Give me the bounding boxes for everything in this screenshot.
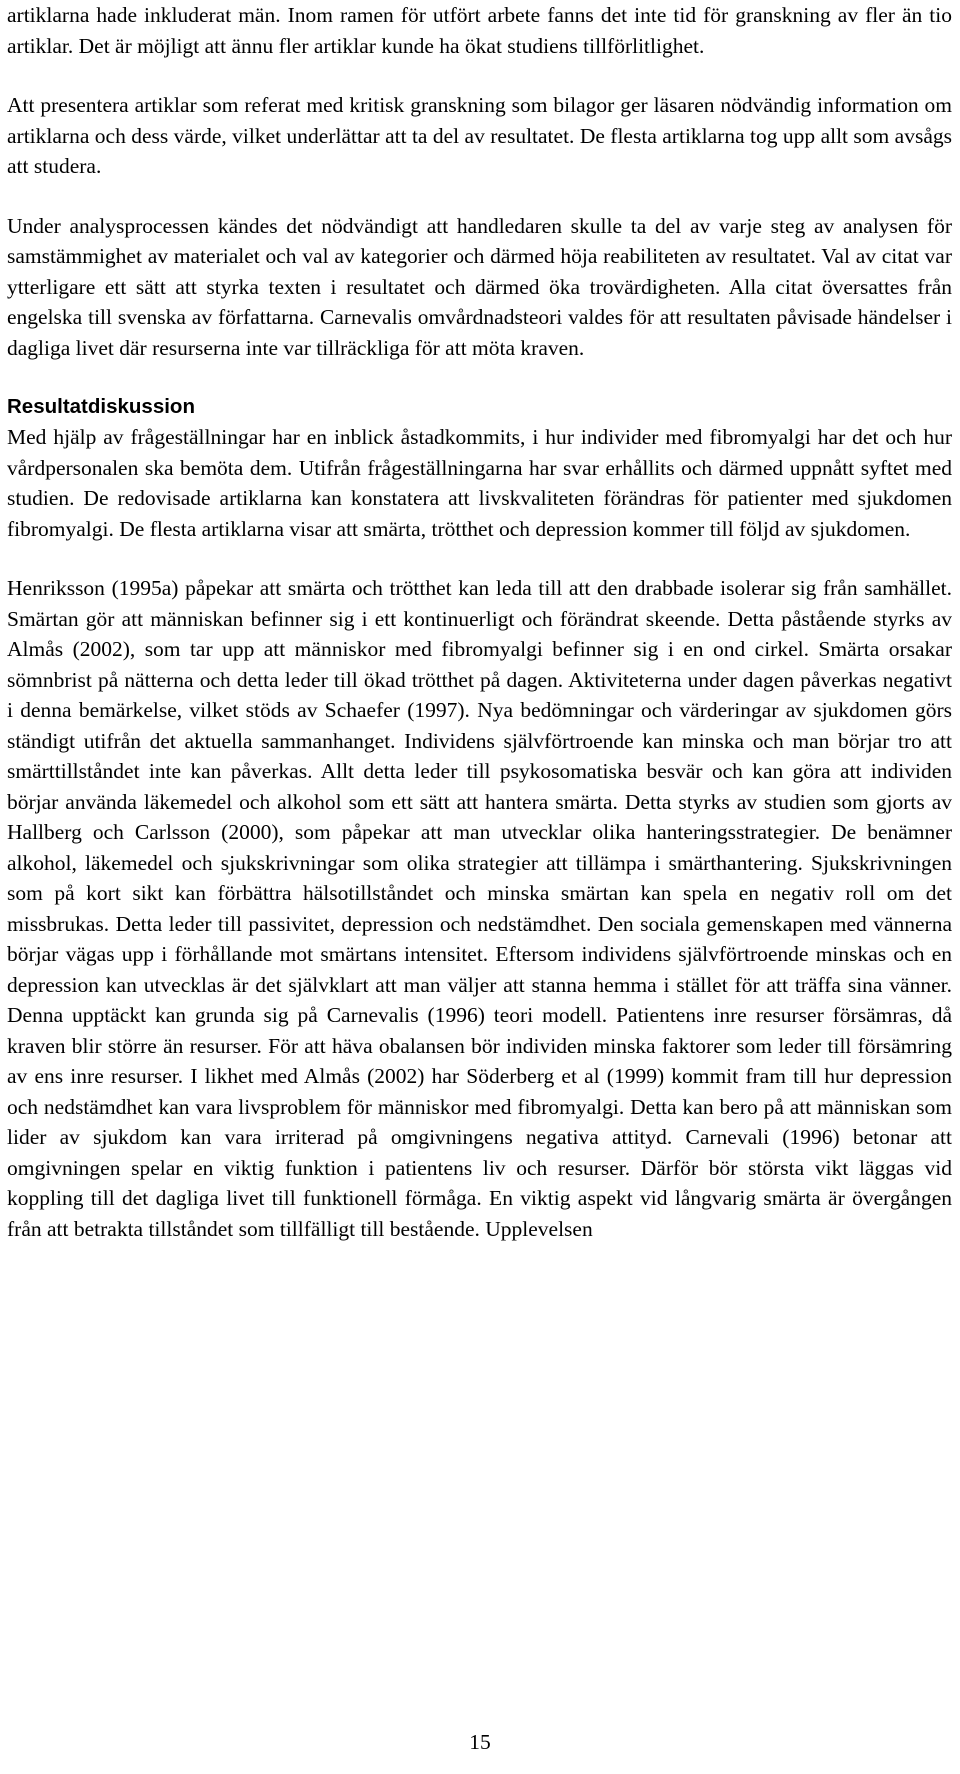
paragraph-analysis-process: Under analysprocessen kändes det nödvändigt att handledaren skulle ta del av varje steg av analysen för samstämmighet av materialet och val av kategorier och därmed höja reabiliteten av resultatet. Val av citat var ytterligare ett sätt att styrka texten i resultatet och därmed öka trovärdigheten. Alla citat översattes från engelska till svenska av författarna. Carnevalis omvårdnadsteori valdes för att resultaten påvisade händelser i dagliga livet där resurserna inte var tillräckliga för att möta kraven. (7, 213, 952, 360)
document-page (7, 0, 952, 1244)
paragraph-limitations: artiklarna hade inkluderat män. Inom ramen för utfört arbete fanns det inte tid för granskning av fler än tio artiklar. Det är möjligt att ännu fler artiklar kunde ha ökat studiens tillförlitlighet. (7, 3, 952, 58)
paragraph-results-discussion: Henriksson (1995a) påpekar att smärta och trötthet kan leda till att den drabbade isolerar sig från samhället. Smärtan gör att människan befinner sig i ett kontinuerligt och förändrat skeende. Detta påstående styrks av Almås (2002), som tar upp att människor med fibromyalgi befinner sig i en ond cirkel. Smärta orsakar sömnbrist på nätterna och detta leder till ökad trötthet på dagen. Aktiviteterna under dagen påverkas negativt i denna bemärkelse, vilket stöds av Schaefer (1997). Nya bedömningar och värderingar av sjukdomen görs ständigt utifrån det aktuella sammanhanget. Individens självförtroende kan minska och man börjar tro att smärttillståndet inte kan påverkas. Allt detta leder till psykosomatiska besvär och kan göra att individen börjar använda läkemedel och alkohol som ett sätt att hantera smärta. Detta styrks av studien som gjorts av Hallberg och Carlsson (2000), som påpekar att man utvecklar olika hanteringsstrategier. De benämner alkohol, läkemedel och sjukskrivningar som olika strategier att tillämpa i smärthantering. Sjukskrivningen som på kort sikt kan förbättra hälsotillståndet och minska smärtan kan spela en negativ roll om det missbrukas. Detta leder till passivitet, depression och nedstämdhet. Den sociala gemenskapen med vännerna börjar vägas upp i förhållande mot smärtans intensitet. Eftersom individens självförtroende minskas och en depression kan utvecklas är det självklart att man väljer att stanna hemma i stället för att träffa sina vänner. Denna upptäckt kan grunda sig på Carnevalis (1996) teori modell. Patientens inre resurser försämras, då kraven blir större än resurser. För att häva obalansen bör individen minska faktorer som leder till försämring av ens inre resurser. I likhet med Almås (2002) har Söderberg et al (1999) kommit fram till hur depression och nedstämdhet kan vara livsproblem för människor med fibromyalgi. Detta kan bero på att människan som lider av sjukdom kan vara irriterad på omgivningens negativa attityd. Carnevali (1996) betonar att omgivningen spelar en viktig funktion i patientens liv och resurser. Därför bör största vikt läggas vid koppling till det dagliga livet till funktionell förmåga. En viktig aspekt vid långvarig smärta är övergången från att betrakta tillståndet som tillfälligt till bestående. Upplevelsen (7, 576, 952, 1241)
paragraph-results-intro: Med hjälp av frågeställningar har en inblick åstadkommits, i hur individer med fibromyalgi har det och hur vårdpersonalen ska bemöta dem. Utifrån frågeställningarna har svar erhållits och därmed uppnått syftet med studien. De redovisade artiklarna kan konstatera att livskvaliteten förändras för patienter med sjukdomen fibromyalgi. De flesta artiklarna visar att smärta, trötthet och depression kommer till följd av sjukdomen. (7, 425, 952, 541)
page-number: 15 (469, 1730, 491, 1754)
paragraph-article-presentation: Att presentera artiklar som referat med kritisk granskning som bilagor ger läsaren nödvändig information om artiklarna och dess värde, vilket underlättar att ta del av resultatet. De flesta artiklarna tog upp allt som avsågs att studera. (7, 93, 952, 178)
section-heading: Resultatdiskussion (7, 395, 195, 418)
